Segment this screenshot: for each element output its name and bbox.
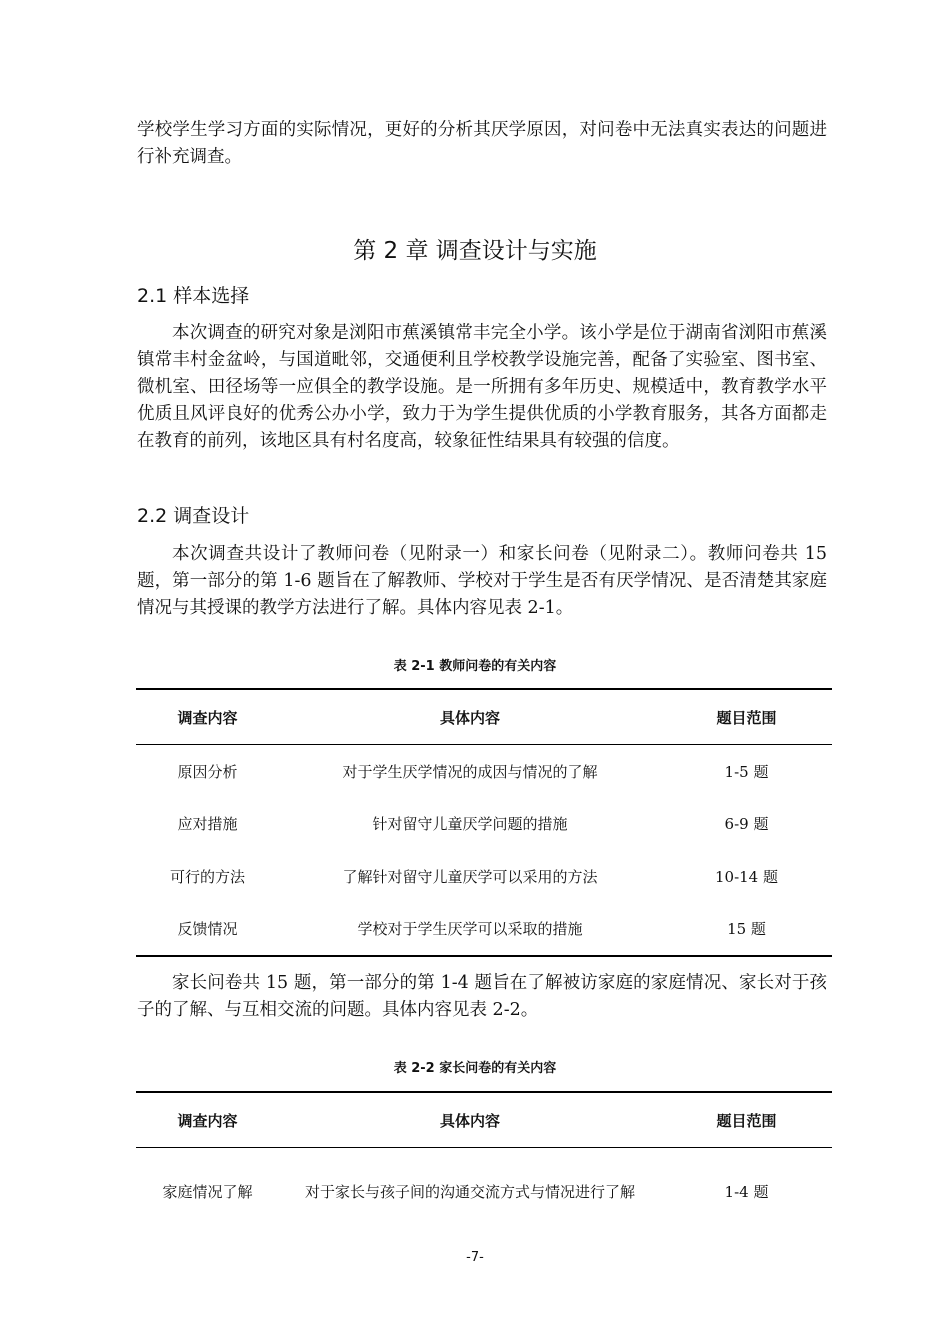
table-cell: 反馈情况 [136,903,279,957]
table-cell: 家庭情况了解 [162,1183,253,1201]
table-row [136,850,832,903]
table-row [136,1148,832,1237]
table-cell: 1-4 题 [724,1183,769,1201]
column-header: 具体内容 [279,1092,661,1148]
table-cell: 针对留守儿童厌学问题的措施 [372,815,568,834]
table-cell: 原因分析 [177,762,238,781]
table-cell: 学校对于学生厌学可以采取的措施 [279,903,661,957]
chapter-title: 第 2 章 调查设计与实施 [353,238,597,264]
section-heading-2-2: 2.2 调查设计 [137,505,250,527]
column-header: 调查内容 [136,1092,279,1148]
sample-selection-paragraph: 本次调查的研究对象是浏阳市蕉溪镇常丰完全小学。该小学是位于湖南省浏阳市蕉溪镇常丰村金盆岭，与国道毗邻，交通便利且学校教学设施完善，配备了实验室、图书室、微机室、田径场等一应俱全的教学设施。是一所拥有多年历史、规模适中，教育教学水平优质且风评良好的优秀公办小学，致力于为学生提供优质的小学教育服务，其各方面都走在教育的前列，该地区具有村名度高，较象征性结果具有较强的信度。 [137,323,827,451]
section-heading-2-1: 2.1 样本选择 [137,285,250,307]
table-cell: 对于学生厌学情况的成因与情况的了解 [342,762,598,781]
table-row [136,745,832,798]
table-cell: 1-5 题 [724,762,769,781]
column-header: 具体内容 [279,689,661,745]
survey-design-paragraph: 本次调查共设计了教师问卷（见附录一）和家长问卷（见附录二）。教师问卷共 15 题，第一部分的第 1-6 题旨在了解教师、学校对于学生是否有厌学情况、是否清楚其家庭情况与其授课的教学方法进行了解。具体内容见表 2-1。 [137,544,827,618]
table-cell: 6-9 题 [724,815,769,834]
table-cell [279,1148,661,1237]
table-cell-text: 对于家长与孩子间的沟通交流方式与情况进行了解 [304,1183,635,1201]
column-header: 题目范围 [661,1092,832,1148]
table-row [136,798,832,851]
page-number: -7- [466,1250,484,1265]
table-1-caption: 表 2-1 教师问卷的有关内容 [393,659,557,674]
table-header-row [136,1092,832,1148]
column-header: 调查内容 [136,689,279,745]
table-cell: 可行的方法 [169,867,245,886]
table-cell: 15 题 [661,903,832,957]
teacher-questionnaire-table [136,688,832,957]
column-header: 题目范围 [661,689,832,745]
table-cell: 10-14 题 [714,867,778,886]
table-row [136,903,832,957]
table-2-caption: 表 2-2 家长问卷的有关内容 [393,1061,557,1076]
parent-questionnaire-table [136,1091,832,1236]
table-cell: 了解针对留守儿童厌学可以采用的方法 [342,867,598,886]
intro-paragraph: 学校学生学习方面的实际情况，更好的分析其厌学原因，对问卷中无法真实表达的问题进行补充调查。 [137,120,827,167]
table-header-row [136,689,832,745]
table-cell: 应对措施 [177,815,238,834]
parent-questionnaire-paragraph: 家长问卷共 15 题，第一部分的第 1-4 题旨在了解被访家庭的家庭情况、家长对于孩子的了解、与互相交流的问题。具体内容见表 2-2。 [137,973,827,1020]
